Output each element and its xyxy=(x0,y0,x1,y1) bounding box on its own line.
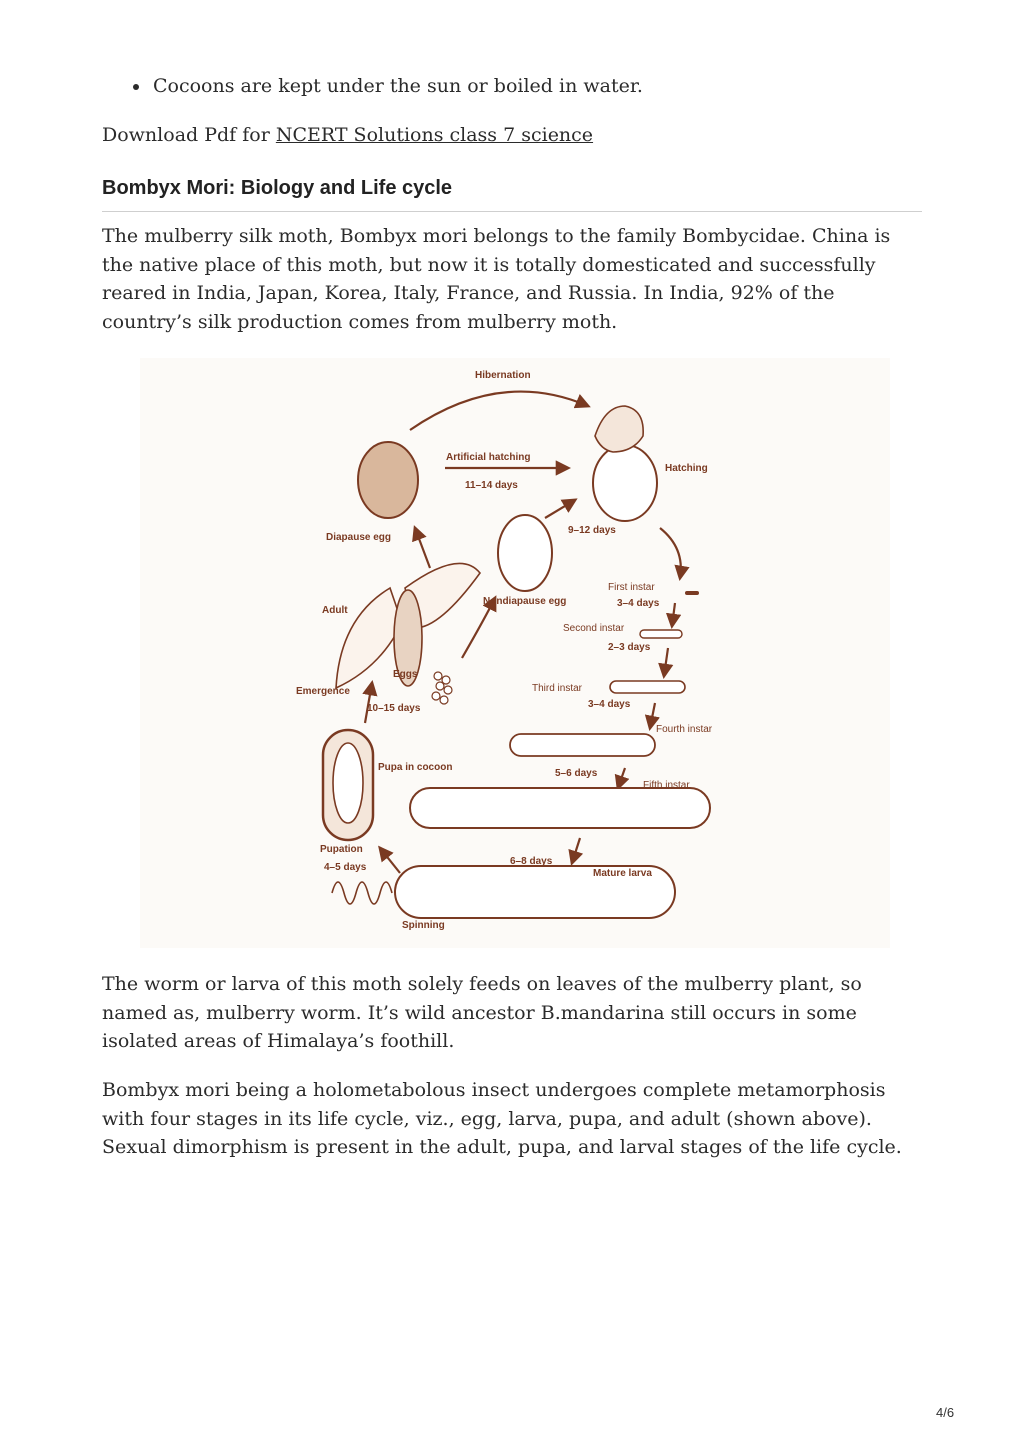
third-instar xyxy=(610,681,685,693)
label-adult: Adult xyxy=(322,605,348,616)
fifth-instar xyxy=(410,788,710,828)
bullet-list xyxy=(102,72,643,100)
label-third-instar: Third instar xyxy=(532,683,583,694)
nondiapause-to-hatching-arrow xyxy=(545,500,575,518)
second-instar xyxy=(640,630,682,638)
label-4-5-days: 4–5 days xyxy=(324,862,367,873)
label-3-4-days-b: 3–4 days xyxy=(588,699,631,710)
label-pupa-in-cocoon: Pupa in cocoon xyxy=(378,762,453,773)
life-cycle-figure xyxy=(140,358,890,948)
eggs-to-nondiapause-egg-arrow xyxy=(462,598,495,658)
download-prefix: Download Pdf for xyxy=(102,124,276,146)
label-second-instar: Second instar xyxy=(563,623,625,634)
label-pupation: Pupation xyxy=(320,844,363,855)
spinning-silk xyxy=(332,882,392,904)
fourth-to-fifth-instar-arrow xyxy=(618,768,625,788)
label-first-instar: First instar xyxy=(608,582,655,593)
label-2-3-days: 2–3 days xyxy=(608,642,651,653)
fifth-to-mature-larva-arrow xyxy=(572,838,580,863)
second-to-third-instar-arrow xyxy=(664,648,668,676)
label-6-8-days: 6–8 days xyxy=(510,856,553,867)
adult-to-diapause-egg-arrow xyxy=(415,528,430,568)
first-to-second-instar-arrow xyxy=(672,603,675,626)
label-hatching: Hatching xyxy=(665,463,708,474)
third-to-fourth-instar-arrow xyxy=(650,703,655,728)
label-11-14-days: 11–14 days xyxy=(465,480,518,491)
spinning-to-pupation-arrow xyxy=(380,848,400,873)
list-item: Cocoons are kept under the sun or boiled in water. xyxy=(102,72,643,100)
label-3-4-days-a: 3–4 days xyxy=(617,598,660,609)
section-heading: Bombyx Mori: Biology and Life cycle xyxy=(102,174,922,212)
label-emergence: Emergence xyxy=(296,686,350,697)
hibernation-arrow xyxy=(410,392,588,430)
metamorphosis-paragraph: Bombyx mori being a holometabolous insect undergoes complete metamorphosis with four stages in its life cycle, viz., egg, larva, pupa, and adult (shown above). Sexual dimorphism is present in the adult, pupa, and larval stages of the life cycle. xyxy=(102,1079,902,1158)
egg-cluster xyxy=(432,672,452,704)
label-nondiapause-egg: Nondiapause egg xyxy=(483,596,567,607)
label-mature-larva: Mature larva xyxy=(593,868,652,879)
label-spinning: Spinning xyxy=(402,920,445,931)
label-diapause-egg: Diapause egg xyxy=(326,532,392,543)
larva-paragraph: The worm or larva of this moth solely feeds on leaves of the mulberry plant, so named as, mulberry worm. It’s wild ancestor B.mandarina still occurs in some isolated areas of Himalaya’s foothill. xyxy=(102,973,862,1052)
hatching-larva xyxy=(595,406,643,452)
pupa xyxy=(333,743,363,823)
hatching-to-first-instar-arrow xyxy=(660,528,681,578)
label-9-12-days: 9–12 days xyxy=(568,525,616,536)
fourth-instar xyxy=(510,734,655,756)
first-instar xyxy=(685,591,699,595)
label-fourth-instar: Fourth instar xyxy=(656,724,713,735)
label-fifth-instar: Fifth instar xyxy=(643,780,690,791)
diapause-egg xyxy=(358,442,418,518)
hatching-egg xyxy=(593,445,657,521)
download-line xyxy=(102,121,593,149)
label-eggs: Eggs xyxy=(393,669,418,680)
ncert-solutions-link[interactable]: NCERT Solutions class 7 science xyxy=(275,124,594,146)
label-5-6-days: 5–6 days xyxy=(555,768,598,779)
nondiapause-egg xyxy=(498,515,552,591)
intro-paragraph: The mulberry silk moth, Bombyx mori belongs to the family Bombycidae. China is the native place of this moth, but now it is totally domesticated and successfully reared in India, Japan, Korea, Italy, France, and Russia. In India, 92% of the country’s silk production comes from mulberry moth. xyxy=(102,225,891,333)
label-hibernation: Hibernation xyxy=(475,370,531,381)
page-number: 4/6 xyxy=(936,1405,955,1420)
life-cycle-diagram xyxy=(140,358,890,948)
label-artificial-hatching: Artificial hatching xyxy=(446,452,531,463)
label-10-15-days: 10–15 days xyxy=(367,703,421,714)
